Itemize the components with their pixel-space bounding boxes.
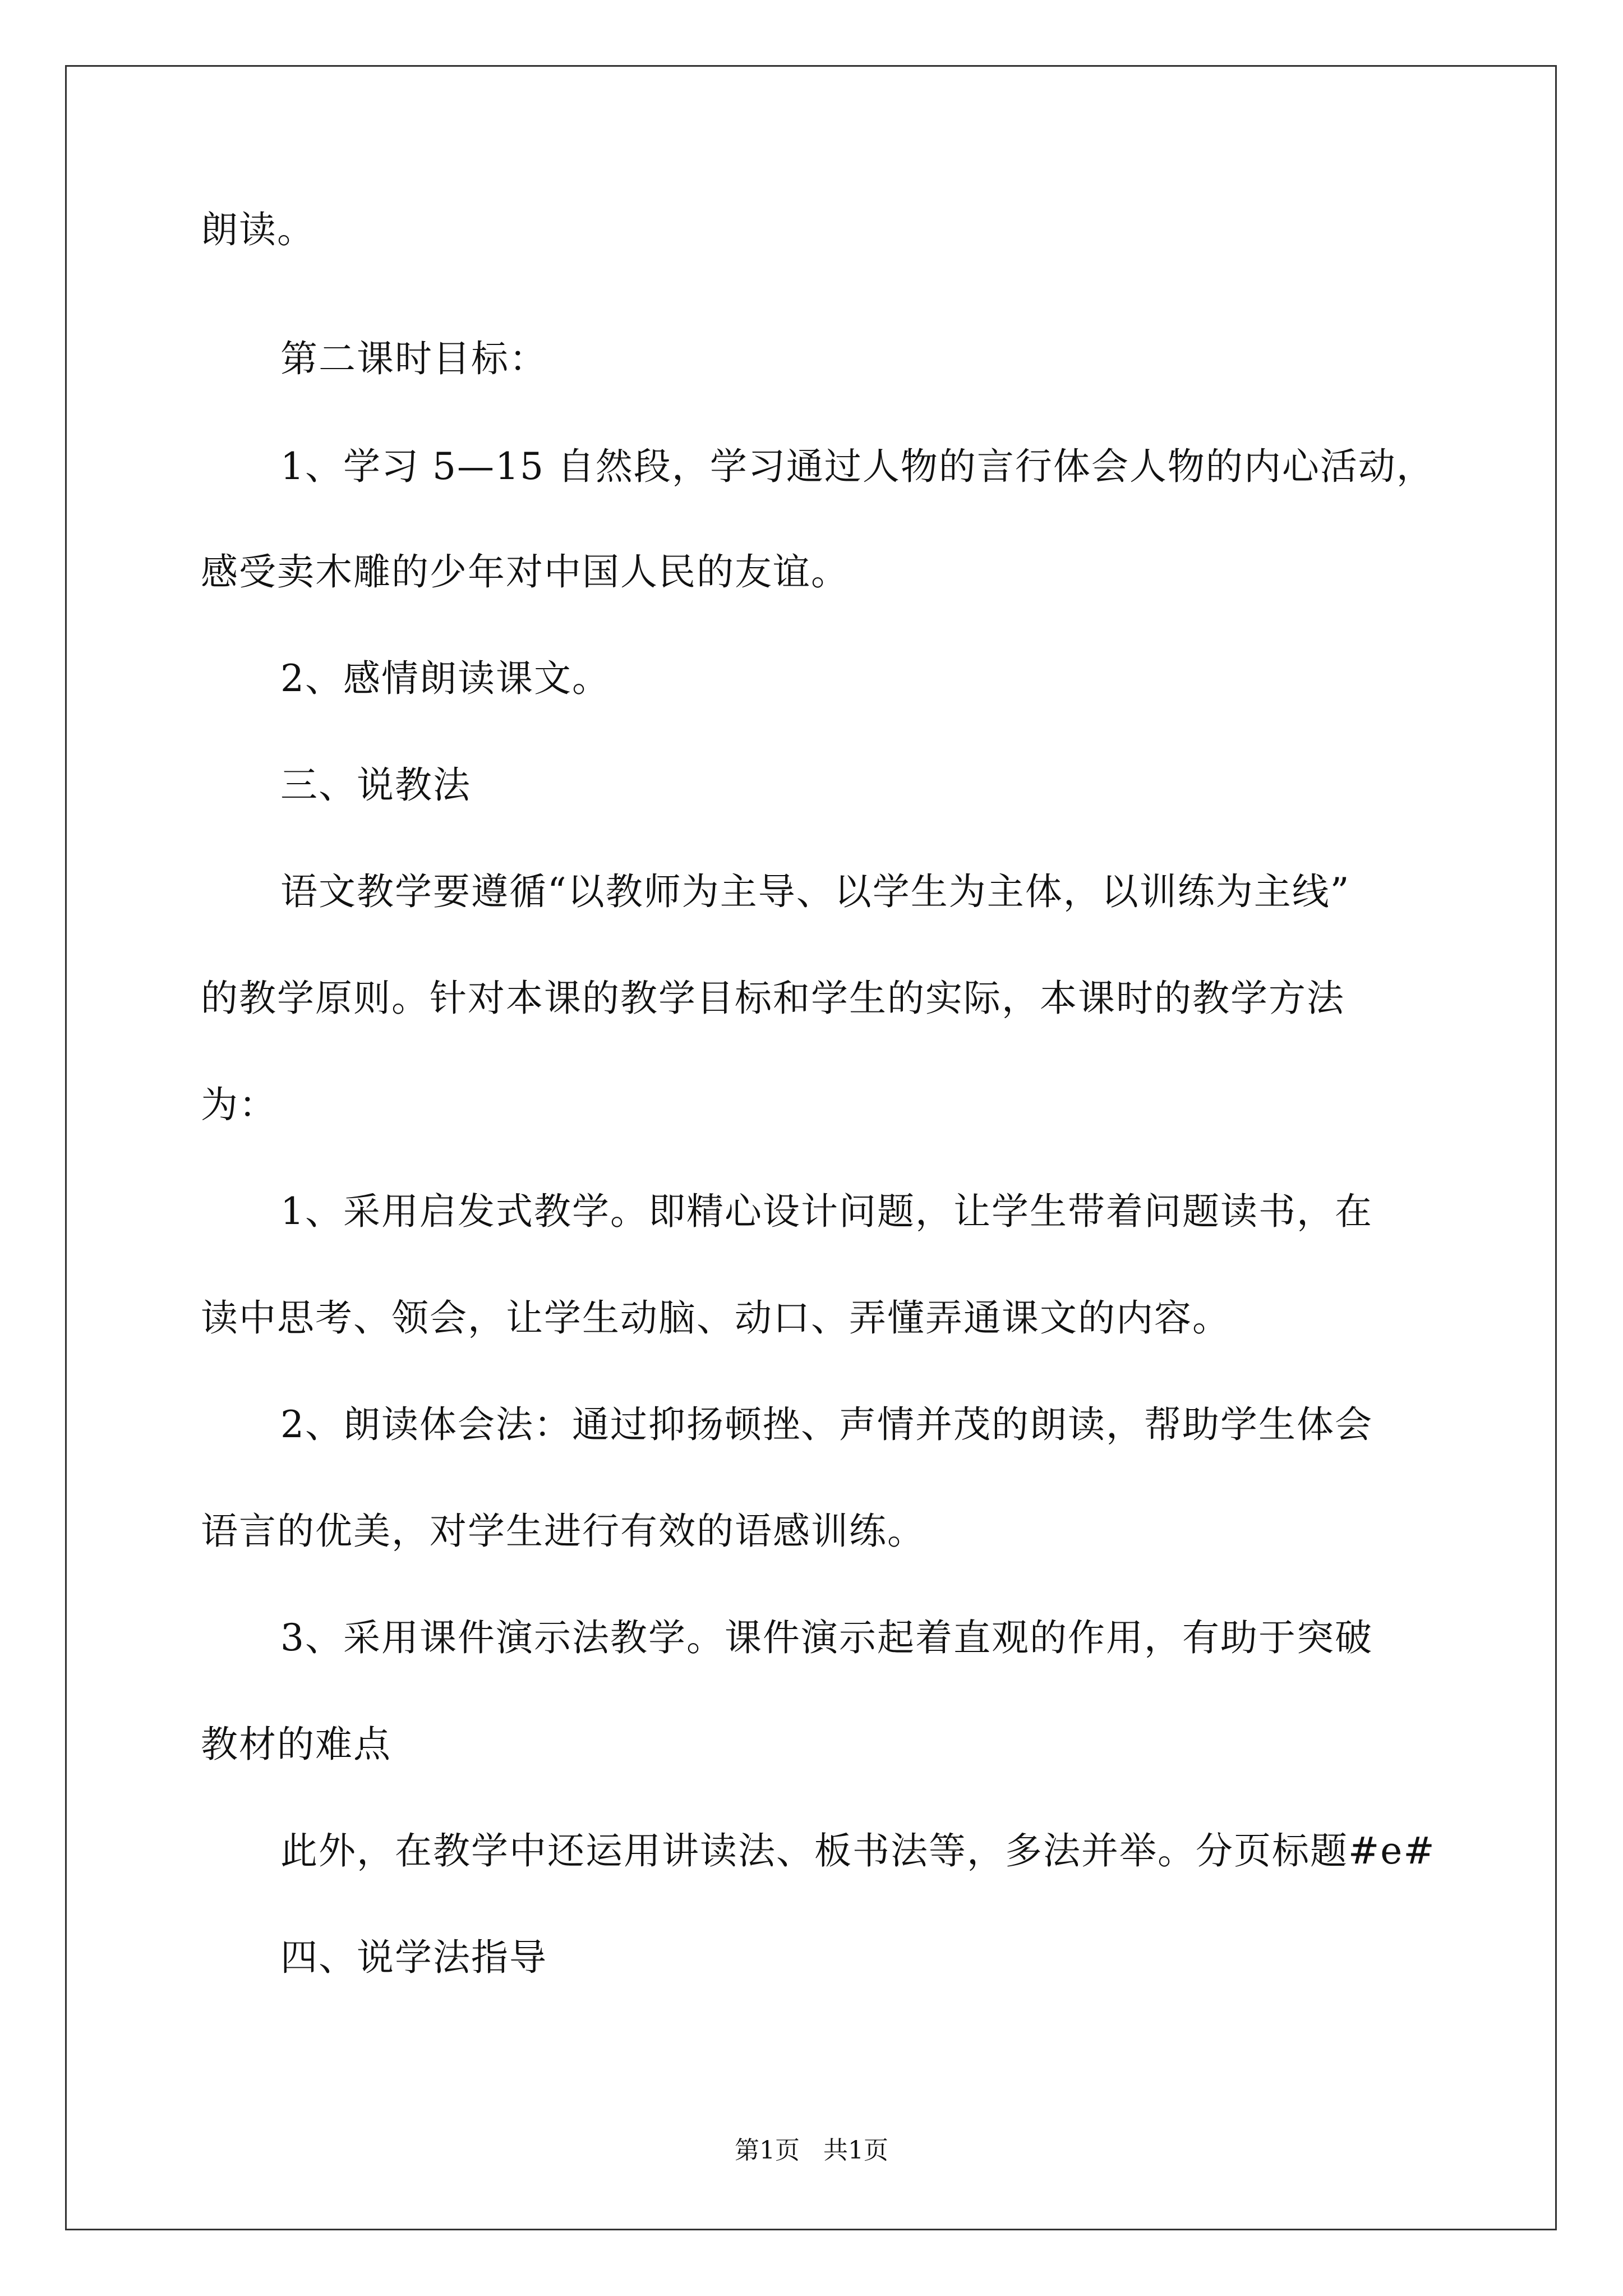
text-line: 2、朗读体会法：通过抑扬顿挫、声情并茂的朗读，帮助学生体会 xyxy=(280,1403,1373,1446)
text-line: 3、采用课件演示法教学。课件演示起着直观的作用，有助于突破 xyxy=(280,1616,1373,1659)
text-line: 教材的难点 xyxy=(201,1723,391,1766)
page-border xyxy=(65,65,1557,2230)
text-line: 三、说教法 xyxy=(280,763,471,807)
page-number: 第1页 xyxy=(735,2136,800,2165)
text-line: 感受卖木雕的少年对中国人民的友谊。 xyxy=(201,550,849,593)
text-line: 2、感情朗读课文。 xyxy=(280,657,610,700)
text-line: 读中思考、领会，让学生动脑、动口、弄懂弄通课文的内容。 xyxy=(201,1296,1230,1340)
text-line: 四、说学法指导 xyxy=(280,1936,547,1979)
text-line: 1、采用启发式教学。即精心设计问题，让学生带着问题读书，在 xyxy=(280,1190,1373,1233)
page-footer xyxy=(0,2135,1623,2166)
text-line: 1、学习 5—15 自然段，学习通过人物的言行体会人物的内心活动， xyxy=(280,445,1435,488)
text-line: 语文教学要遵循“以教师为主导、以学生为主体，以训练为主线” xyxy=(280,870,1350,913)
text-line: 朗读。 xyxy=(201,208,315,251)
page-total: 共1页 xyxy=(823,2136,888,2165)
text-line: 的教学原则。针对本课的教学目标和学生的实际，本课时的教学方法 xyxy=(201,977,1345,1020)
text-line: 第二课时目标： xyxy=(280,337,547,380)
text-line: 语言的优美，对学生进行有效的语感训练。 xyxy=(201,1510,925,1553)
text-line: 为： xyxy=(201,1083,277,1126)
text-line: 此外，在教学中还运用讲读法、板书法等，多法并举。分页标题#e# xyxy=(280,1829,1436,1872)
